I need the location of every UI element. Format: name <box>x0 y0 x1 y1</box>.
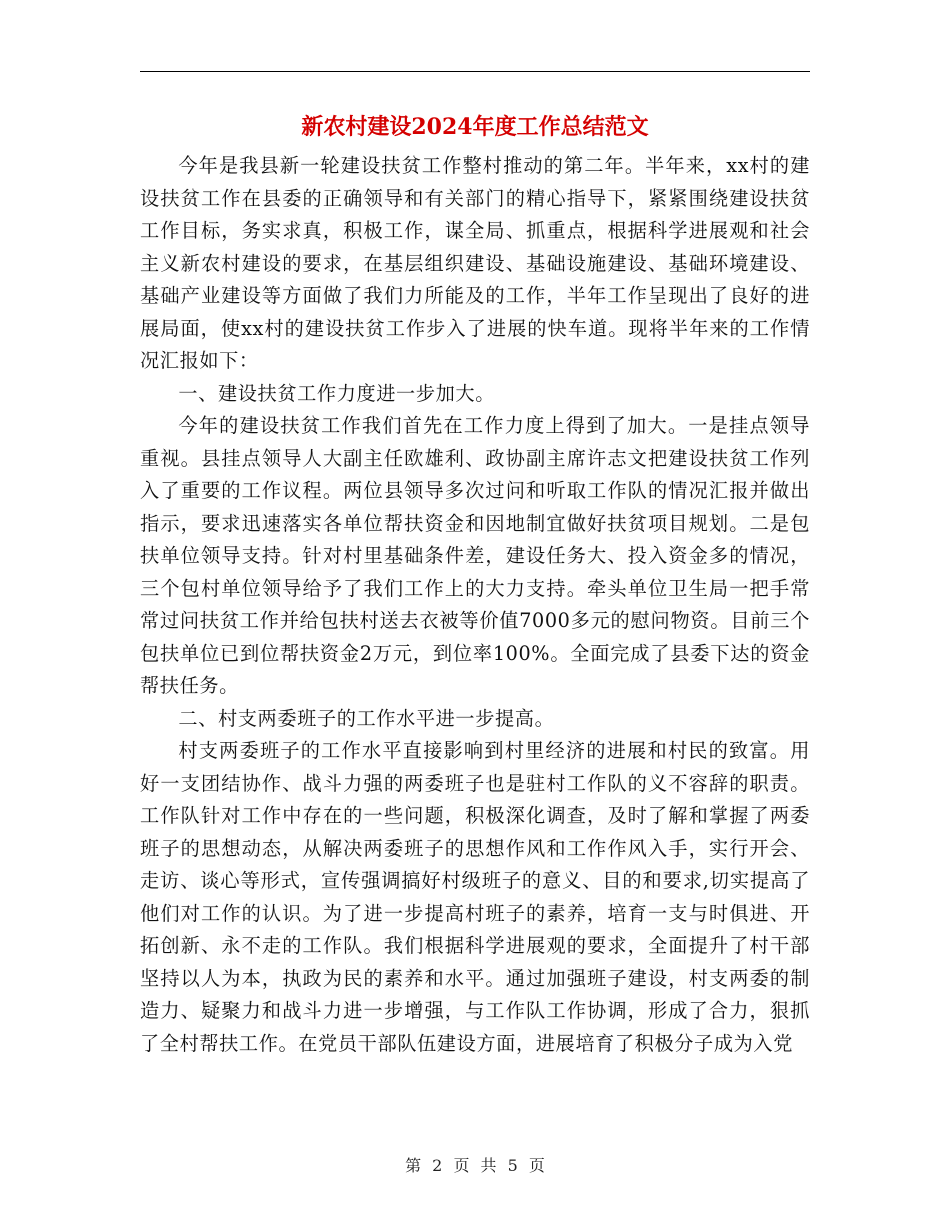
paragraph-section-2: 村支两委班子的工作水平直接影响到村里经济的进展和村民的致富。用好一支团结协作、战斗力强的两委班子也是驻村工作队的义不容辞的职责。工作队针对工作中存在的一些问题，积极深化调查，及时了解和掌握了两委班子的思想动态，从解决两委班子的思想作风和工作作风入手，实行开会、走访、谈心等形式，宣传强调搞好村级班子的意义、目的和要求,切实提高了他们对工作的认识。为了进一步提高村班子的素养，培育一支与时俱进、开拓创新、永不走的工作队。我们根据科学进展观的要求，全面提升了村干部坚持以人为本，执政为民的素养和水平。通过加强班子建设，村支两委的制造力、疑聚力和战斗力进一步增强，与工作队工作协调，形成了合力，狠抓了全村帮扶工作。在党员干部队伍建设方面，进展培育了积极分子成为入党 <box>140 739 810 1055</box>
header-rule <box>140 71 810 72</box>
paragraph-intro: 今年是我县新一轮建设扶贫工作整村推动的第二年。半年来，xx村的建设扶贫工作在县委的正确领导和有关部门的精心指导下，紧紧围绕建设扶贫工作目标，务实求真，积极工作，谋全局、抓重点，根据科学进展观和社会主义新农村建设的要求，在基层组织建设、基础设施建设、基础环境建设、基础产业建设等方面做了我们力所能及的工作，半年工作呈现出了良好的进展局面，使xx村的建设扶贫工作步入了进展的快车道。现将半年来的工作情况汇报如下： <box>140 154 810 372</box>
document-body <box>140 150 810 1060</box>
page-number-footer: 第 2 页 共 5 页 <box>405 1156 545 1175</box>
section-heading-1: 一、建设扶贫工作力度进一步加大。 <box>178 381 495 405</box>
paragraph-section-1: 今年的建设扶贫工作我们首先在工作力度上得到了加大。一是挂点领导重视。县挂点领导人大副主任欧雄利、政协副主席许志文把建设扶贫工作列入了重要的工作议程。两位县领导多次过问和听取工作队的情况汇报并做出指示，要求迅速落实各单位帮扶资金和因地制宜做好扶贫项目规划。二是包扶单位领导支持。针对村里基础条件差，建设任务大、投入资金多的情况，三个包村单位领导给予了我们工作上的大力支持。牵头单位卫生局一把手常常过问扶贫工作并给包扶村送去衣被等价值7000多元的慰问物资。目前三个包扶单位已到位帮扶资金2万元，到位率100%。全面完成了县委下达的资金帮扶任务。 <box>140 414 810 697</box>
section-heading-2: 二、村支两委班子的工作水平进一步提高。 <box>178 706 555 730</box>
document-title: 新农村建设2024年度工作总结范文 <box>301 114 649 140</box>
